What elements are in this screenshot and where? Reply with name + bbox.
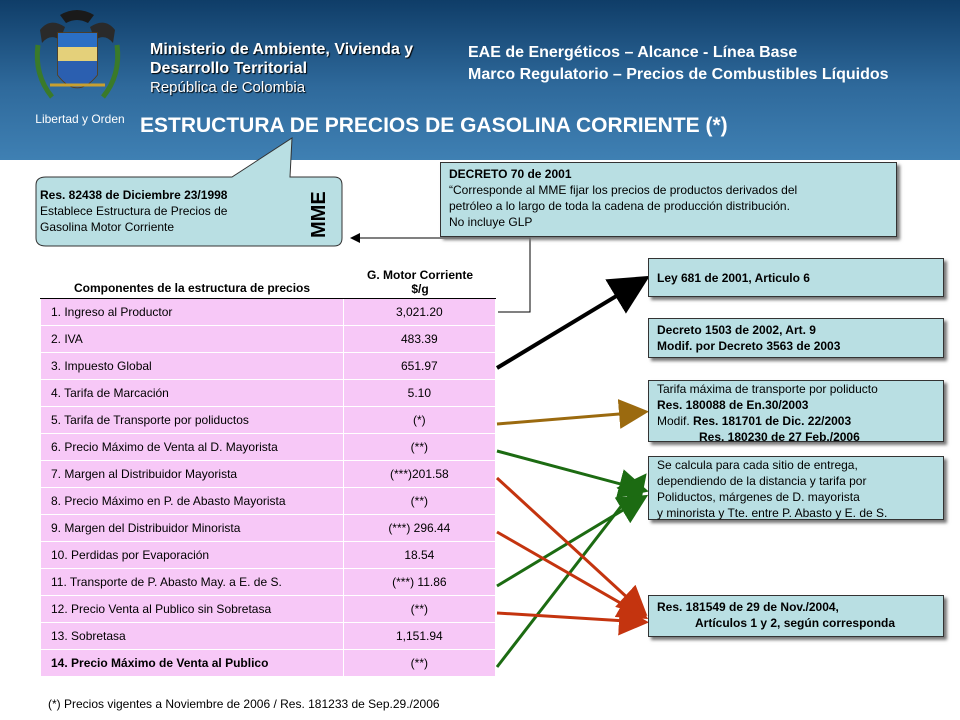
price-structure-table [40, 268, 496, 677]
value-cell: 1,151.94 [395, 629, 443, 643]
value-cell: (**) [410, 440, 429, 454]
component-cell: 10. Perdidas por Evaporación [41, 542, 344, 568]
ministry-line-2: Desarrollo Territorial [150, 60, 308, 77]
decreto-1503-line-2: Modif. por Decreto 3563 de 2003 [657, 339, 841, 353]
decreto-1503-box [648, 318, 944, 358]
value-cell: 5.10 [407, 386, 432, 400]
decreto-line-2: “Corresponde al MME fijar los precios de productos derivados del [449, 183, 798, 197]
table-row [40, 353, 496, 380]
crest-motto: Libertad y Orden [35, 112, 125, 126]
mme-label [302, 186, 332, 242]
col-value-header-line-2: $/g [411, 282, 429, 296]
res-181549-line-1: Res. 181549 de 29 de Nov./2004, [657, 600, 839, 614]
table-row [40, 380, 496, 407]
table-row [40, 299, 496, 326]
value-cell: (***)201.58 [389, 467, 449, 481]
component-cell: 11. Transporte de P. Abasto May. a E. de S. [41, 569, 344, 595]
calculo-line-2: dependiendo de la distancia y tarifa por [657, 474, 867, 488]
col-value-header [344, 268, 496, 296]
value-cell: 18.54 [404, 548, 435, 562]
value-cell: 3,021.20 [395, 305, 443, 319]
table-row [40, 488, 496, 515]
arrow-to-ley [497, 280, 643, 368]
calculo-box [648, 456, 944, 520]
component-cell: 6. Precio Máximo de Venta al D. Mayorista [41, 434, 344, 460]
value-cell: 651.97 [400, 359, 438, 373]
component-cell: 4. Tarifa de Marcación [41, 380, 344, 406]
tarifa-line-3 [657, 413, 935, 429]
tarifa-line-3-bold: Res. 181701 de Dic. 22/2003 [693, 414, 852, 428]
component-cell: 9. Margen del Distribuidor Minorista [41, 515, 344, 541]
table-row [40, 434, 496, 461]
eae-line-2: Marco Regulatorio – Precios de Combustibles Líquidos [468, 66, 889, 83]
decreto-connector [498, 232, 530, 312]
decreto-1503-line-1: Decreto 1503 de 2002, Art. 9 [657, 323, 816, 337]
eae-line-1: EAE de Energéticos – Alcance - Línea Base [468, 44, 798, 61]
tarifa-transporte-box [648, 380, 944, 442]
tarifa-line-3-prefix: Modif. [657, 414, 690, 428]
component-cell: 3. Impuesto Global [41, 353, 344, 379]
mme-text: MME [308, 191, 330, 238]
component-cell: 1. Ingreso al Productor [41, 299, 344, 325]
decreto-line-3: petróleo a lo largo de toda la cadena de producción distribución. [449, 199, 790, 213]
table-row [40, 596, 496, 623]
value-cell: (***) 11.86 [392, 575, 447, 589]
table-row [40, 542, 496, 569]
arrow-green-1 [497, 451, 643, 490]
value-cell: (**) [410, 494, 429, 508]
value-cell: (**) [410, 656, 429, 670]
table-row [40, 569, 496, 596]
value-cell: (*) [413, 413, 426, 427]
component-cell: 13. Sobretasa [41, 623, 344, 649]
ministry-line-1: Ministerio de Ambiente, Vivienda y [150, 41, 414, 58]
callout-line-2: Establece Estructura de Precios de [40, 204, 228, 218]
component-cell: 12. Precio Venta al Publico sin Sobretasa [41, 596, 344, 622]
callout-line-1: Res. 82438 de Diciembre 23/1998 [40, 188, 228, 202]
tarifa-line-2: Res. 180088 de En.30/2003 [657, 398, 809, 412]
ley-681-text: Ley 681 de 2001, Articulo 6 [657, 271, 810, 285]
arrow-red-3 [497, 613, 643, 622]
table-row [40, 461, 496, 488]
value-cell: (**) [410, 602, 429, 616]
component-cell: 14. Precio Máximo de Venta al Publico [41, 650, 344, 676]
tarifa-line-4: Res. 180230 de 27 Feb./2006 [699, 430, 860, 444]
col-components-header: Componentes de la estructura de precios [73, 281, 311, 295]
ministry-line-3: República de Colombia [150, 79, 306, 96]
calculo-line-3: Poliductos, márgenes de D. mayorista [657, 490, 860, 504]
decreto-70-box [440, 162, 897, 237]
component-cell: 7. Margen al Distribuidor Mayorista [41, 461, 344, 487]
page-title: ESTRUCTURA DE PRECIOS DE GASOLINA CORRIENTE (*) [140, 114, 728, 137]
value-cell: (***) 296.44 [388, 521, 451, 535]
res-181549-line-2: Artículos 1 y 2, según corresponda [695, 616, 896, 630]
table-row [40, 623, 496, 650]
callout-line-3: Gasolina Motor Corriente [40, 220, 175, 234]
component-cell: 5. Tarifa de Transporte por poliductos [41, 407, 344, 433]
component-cell: 2. IVA [41, 326, 344, 352]
table-row [40, 326, 496, 353]
value-cell: 483.39 [400, 332, 438, 346]
ley-681-box [648, 258, 944, 297]
callout-res-82438 [40, 187, 270, 235]
calculo-line-1: Se calcula para cada sitio de entrega, [657, 458, 858, 472]
table-row [40, 650, 496, 677]
footnote: (*) Precios vigentes a Noviembre de 2006 / Res. 181233 de Sep.29./2006 [48, 697, 440, 711]
calculo-line-4: y minorista y Tte. entre P. Abasto y E. de S. [657, 506, 888, 520]
table-header [40, 268, 496, 299]
table-row [40, 515, 496, 542]
arrow-to-tarifa [497, 412, 643, 424]
res-181549-box [648, 595, 944, 637]
tarifa-line-1: Tarifa máxima de transporte por poliducto [657, 382, 878, 396]
component-cell: 8. Precio Máximo en P. de Abasto Mayorista [41, 488, 344, 514]
decreto-line-4: No incluye GLP [449, 215, 533, 229]
table-row [40, 407, 496, 434]
decreto-line-1: DECRETO 70 de 2001 [449, 167, 572, 181]
col-value-header-line-1: G. Motor Corriente [366, 268, 473, 282]
